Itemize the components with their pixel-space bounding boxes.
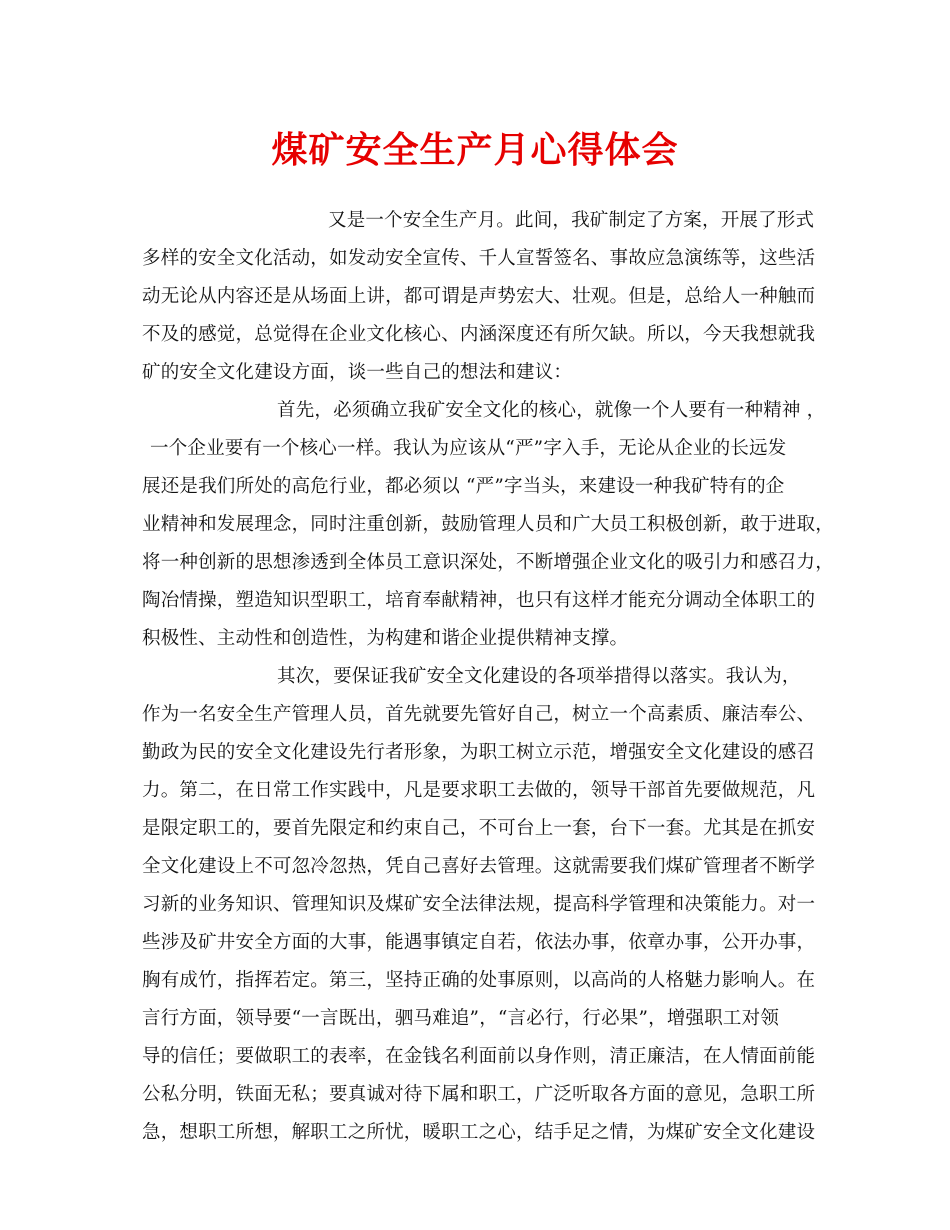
text-line: 导的信任；要做职工的表率，在金钱名利面前以身作则，清正廉洁，在人情面前能 bbox=[142, 1046, 816, 1067]
text-line: 矿的安全文化建设方面，谈一些自己的想法和建议： bbox=[142, 362, 573, 383]
text-line: 展还是我们所处的高危行业，都必须以 “严”字当头，来建设一种我矿特有的企 bbox=[142, 476, 785, 497]
document-title: 煤矿安全生产月心得体会 bbox=[271, 129, 679, 171]
text-line: 全文化建设上不可忽冷忽热，凭自己喜好去管理。这就需要我们煤矿管理者不断学 bbox=[142, 856, 816, 877]
document-body bbox=[142, 202, 834, 1152]
text-line: 多样的安全文化活动，如发动安全宣传、千人宣誓签名、事故应急演练等，这些活 bbox=[142, 248, 816, 269]
text-line: 将一种创新的思想渗透到全体员工意识深处，不断增强企业文化的吸引力和感召力， bbox=[142, 552, 834, 573]
text-line: 一个企业要有一个核心一样。我认为应该从“严”字入手，无论从企业的长远发 bbox=[150, 438, 787, 459]
text-line: 言行方面，领导要“一言既出，驷马难追”，“言必行，行必果”，增强职工对领 bbox=[142, 1008, 780, 1029]
text-line: 首先，必须确立我矿安全文化的核心，就像一个人要有一种精神 ， bbox=[277, 400, 826, 421]
text-line: 作为一名安全生产管理人员，首先就要先管好自己，树立一个高素质、廉洁奉公、 bbox=[142, 704, 816, 725]
text-line: 动无论从内容还是从场面上讲，都可谓是声势宏大、壮观。但是，总给人一种触而 bbox=[142, 286, 816, 307]
text-line: 急，想职工所想，解职工之所忧，暖职工之心，结手足之情，为煤矿安全文化建设 bbox=[142, 1122, 816, 1143]
text-line: 又是一个安全生产月。此间，我矿制定了方案，开展了形式 bbox=[328, 210, 815, 231]
text-line: 习新的业务知识、管理知识及煤矿安全法律法规，提高科学管理和决策能力。对一 bbox=[142, 894, 816, 915]
text-line: 业精神和发展理念，同时注重创新，鼓励管理人员和广大员工积极创新，敢于进取， bbox=[142, 514, 834, 535]
text-line: 积极性、主动性和创造性，为构建和谐企业提供精神支撑。 bbox=[142, 628, 629, 649]
text-line: 不及的感觉，总觉得在企业文化核心、内涵深度还有所欠缺。所以，今天我想就我 bbox=[142, 324, 816, 345]
text-line: 勤政为民的安全文化建设先行者形象，为职工树立示范，增强安全文化建设的感召 bbox=[142, 742, 816, 763]
text-line: 些涉及矿井安全方面的大事，能遇事镇定自若，依法办事，依章办事，公开办事， bbox=[142, 932, 816, 953]
text-line: 力。第二，在日常工作实践中，凡是要求职工去做的，领导干部首先要做规范，凡 bbox=[142, 780, 816, 801]
text-line: 陶冶情操，塑造知识型职工，培育奉献精神，也只有这样才能充分调动全体职工的 bbox=[142, 590, 816, 611]
text-line: 是限定职工的，要首先限定和约束自己，不可台上一套，台下一套。尤其是在抓安 bbox=[142, 818, 816, 839]
text-line: 胸有成竹，指挥若定。第三，坚持正确的处事原则，以高尚的人格魅力影响人。在 bbox=[142, 970, 816, 991]
text-line: 公私分明，铁面无私；要真诚对待下属和职工，广泛听取各方面的意见，急职工所 bbox=[142, 1084, 816, 1105]
text-line: 其次，要保证我矿安全文化建设的各项举措得以落实。我认为， bbox=[277, 666, 801, 687]
